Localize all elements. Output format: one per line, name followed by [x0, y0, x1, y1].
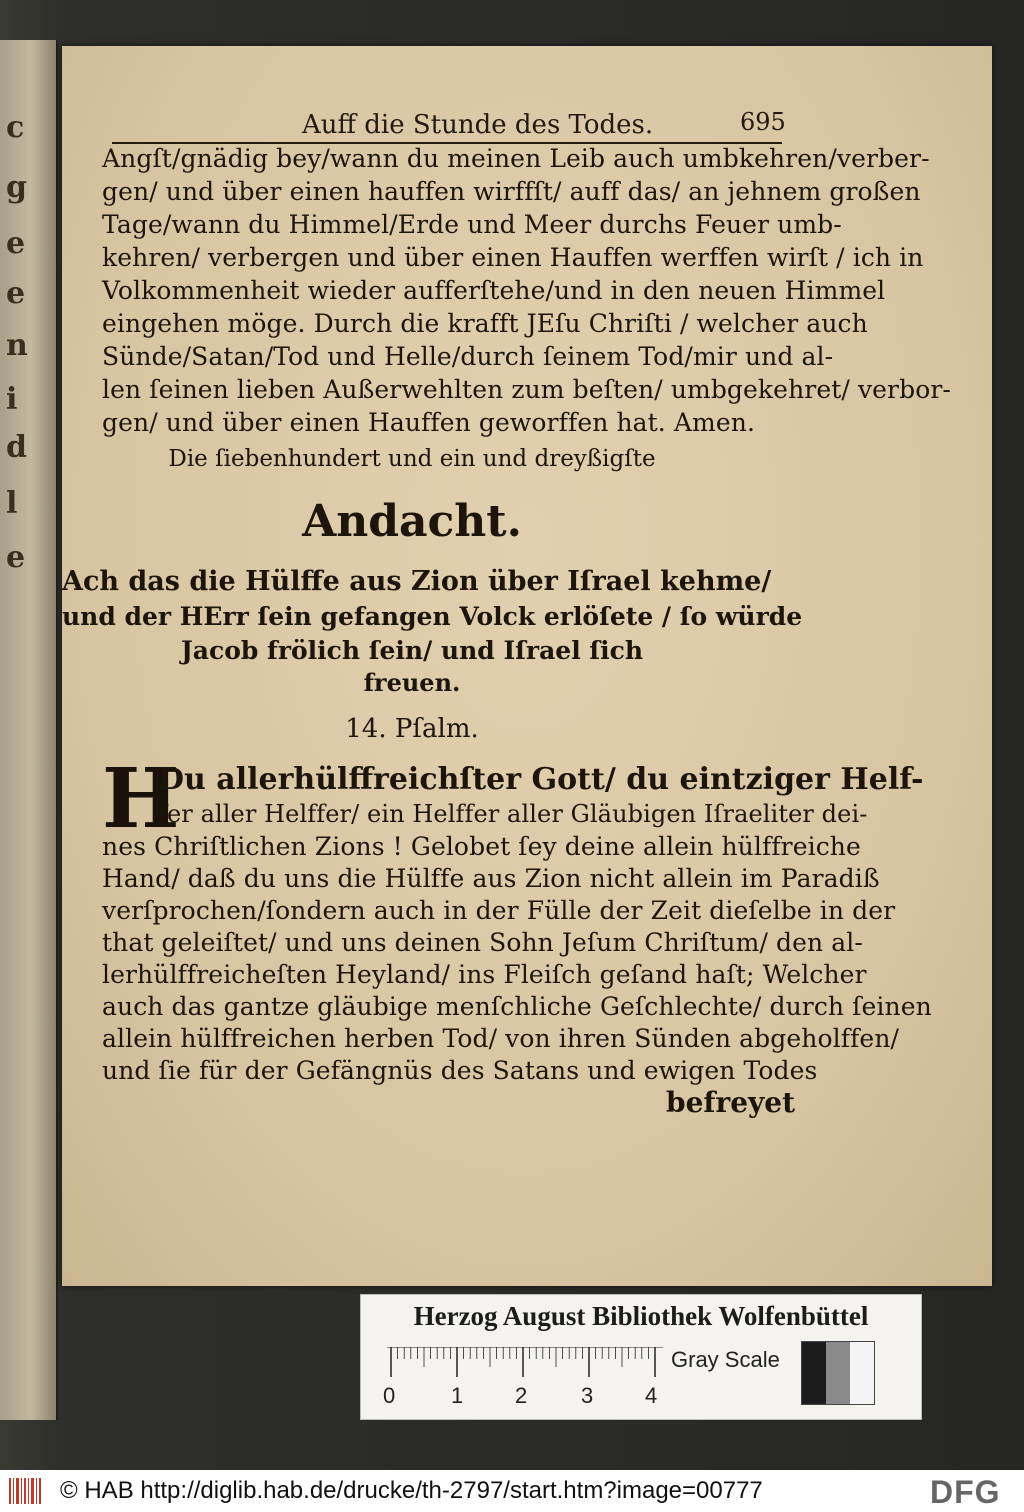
body-line: gen/ und über einen Hauffen geworffen hat. Amen.	[102, 408, 756, 437]
prev-page-glyph: c	[6, 110, 25, 145]
verse-line: Ach das die Hülffe aus Zion über Iſrael kehme/	[62, 566, 772, 597]
copyright-link[interactable]: © HAB http://diglib.hab.de/drucke/th-2797/start.htm?image=00777	[60, 1477, 763, 1504]
body-line: Volkommenheit wieder aufferſtehe/und in den neuen Himmel	[102, 276, 886, 305]
ruler-label: 3	[581, 1383, 594, 1408]
prayer-first-line: Du allerhülffreichſter Gott/ du eintziger Helf-	[158, 762, 924, 797]
prayer-line: that geleiſtet/ und uns deinen Sohn Jeſum Chriſtum/ den al-	[102, 928, 863, 957]
prev-page-glyph: n	[6, 328, 28, 363]
prayer-line: allein hülffreichen herben Tod/ von ihren Sünden abgeholffen/	[102, 1024, 900, 1053]
prayer-line: und ſie für der Gefängnüs des Satans und ewigen Todes	[102, 1056, 818, 1085]
prev-page-glyph: g	[6, 170, 27, 205]
body-line: Tage/wann du Himmel/Erde und Meer durchs Feuer umb-	[102, 210, 842, 239]
footer-bar	[0, 1470, 1024, 1512]
prev-page-glyph: l	[6, 486, 18, 521]
prev-page-glyph: d	[6, 430, 27, 465]
body-line: kehren/ verbergen und über einen Hauffen werffen wirſt / ich in	[102, 243, 924, 272]
library-color-card	[360, 1294, 922, 1420]
drop-cap: H	[102, 751, 180, 847]
verse-line: Jacob frölich ſein/ und Iſrael ſich	[180, 636, 644, 665]
devotion-number-heading: Die ſiebenhundert und ein und dreyßigſte	[168, 446, 656, 472]
verse-line: und der HErr ſein gefangen Volck erlöſete / ſo würde	[62, 602, 803, 631]
catchword: befreyet	[666, 1086, 796, 1119]
gray-scale-label: Gray Scale	[671, 1347, 780, 1372]
ruler-label: 1	[451, 1383, 464, 1408]
psalm-reference: 14. Pſalm.	[345, 714, 479, 744]
ruler-label: 2	[515, 1383, 528, 1408]
page-number: 695	[740, 108, 786, 136]
prayer-line: nes Chriſtlichen Zions ! Gelobet ſey deine allein hülffreiche	[102, 832, 861, 861]
swatch-white	[850, 1342, 874, 1404]
swatch-gray	[826, 1342, 850, 1404]
running-head: Auff die Stunde des Todes.	[302, 110, 654, 140]
body-line: eingehen möge. Durch die krafft JEſu Chriſti / welcher auch	[102, 309, 868, 338]
prayer-line: lerhülffreicheſten Heyland/ ins Fleiſch geſand haſt; Welcher	[102, 960, 867, 989]
verse-line: freuen.	[363, 668, 461, 697]
previous-page-edge	[0, 40, 58, 1420]
prayer-line: fer aller Helffer/ ein Helffer aller Gläubigen Iſraeliter dei-	[158, 800, 868, 828]
gray-scale-swatches	[801, 1341, 875, 1405]
prayer-line: auch das gantze gläubige menſchliche Geſchlechte/ durch ſeinen	[102, 992, 932, 1021]
prev-page-glyph: e	[6, 540, 26, 575]
prev-page-glyph: e	[6, 276, 26, 311]
ruler-label: 4	[645, 1383, 658, 1408]
body-line: Sünde/Satan/Tod und Helle/durch ſeinem Tod/mir und al-	[102, 342, 834, 371]
ruler-scale	[387, 1347, 663, 1379]
library-title: Herzog August Bibliothek Wolfenbüttel	[413, 1301, 869, 1331]
swatch-black	[802, 1342, 826, 1404]
barcode-icon	[8, 1476, 42, 1506]
body-line: Angſt/gnädig bey/wann du meinen Leib auch umbkehren/verber-	[102, 144, 930, 173]
ruler-label: 0	[383, 1383, 396, 1408]
body-line: gen/ und über einen hauffen wirffſt/ auff das/ an jehnem großen	[102, 177, 921, 206]
prev-page-glyph: e	[6, 226, 26, 261]
prev-page-glyph: i	[6, 382, 18, 417]
prayer-line: verſprochen/ſondern auch in der Fülle der Zeit dieſelbe in der	[102, 896, 896, 925]
book-page	[62, 46, 992, 1286]
dfg-logo: DFG	[930, 1474, 1001, 1510]
devotion-title: Andacht.	[302, 496, 522, 547]
body-line: len ſeinen lieben Außerwehlten zum beſten/ umbgekehret/ verbor-	[102, 375, 951, 404]
prayer-line: Hand/ daß du uns die Hülffe aus Zion nicht allein im Paradiß	[102, 864, 880, 893]
